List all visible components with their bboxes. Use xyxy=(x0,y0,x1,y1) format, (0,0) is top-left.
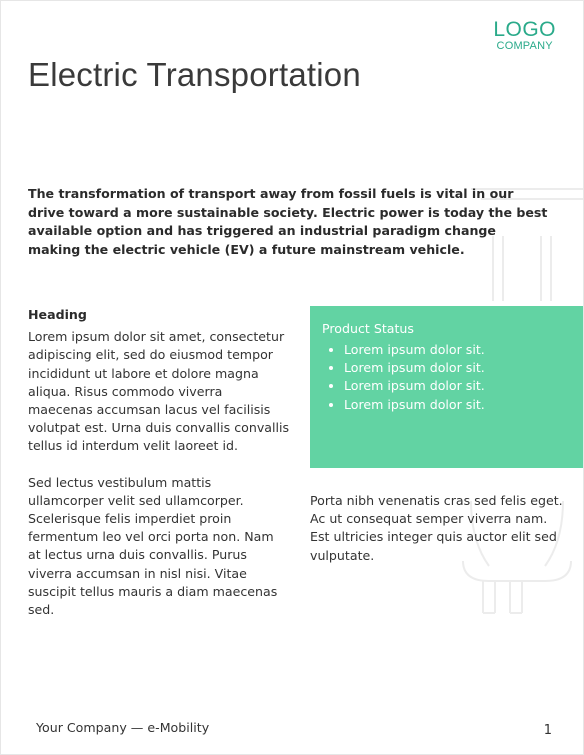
product-status-box xyxy=(310,306,584,468)
product-status-list xyxy=(322,341,573,414)
footer-company-text: Your Company — e-Mobility xyxy=(36,720,210,735)
lead-paragraph: The transformation of transport away from fossil fuels is vital in our drive toward a more sustainable society. Electric power is today the best available option and has triggered an industrial paradigm change making the electric vehicle (EV) a future mainstream vehicle. xyxy=(28,186,548,257)
product-status-title: Product Status xyxy=(322,321,414,336)
right-paragraph: Porta nibh venenatis cras sed felis eget. Ac ut consequat semper viverra nam. Est ultricies integer quis auctor elit sed vulputate. xyxy=(310,493,563,563)
left-paragraph-1: Lorem ipsum dolor sit amet, consectetur adipiscing elit, sed do eiusmod tempor incididunt ut labore et dolore magna aliqua. Risus commodo viverra maecenas accumsan lacus vel facilisis volutpat est. Urna duis convallis convallis tellus id interdum velit laoreet id. xyxy=(28,329,290,454)
page-number: 1 xyxy=(543,723,552,738)
list-item: • Lorem ipsum dolor sit. xyxy=(344,341,573,359)
list-item: • Lorem ipsum dolor sit. xyxy=(344,359,573,377)
logo-text: LOGO xyxy=(493,18,556,41)
company-logo xyxy=(493,19,556,52)
page-title: Electric Transportation xyxy=(28,56,361,93)
logo-company-text: COMPANY xyxy=(496,40,553,52)
left-column-heading: Heading xyxy=(28,307,87,322)
list-item: • Lorem ipsum dolor sit. xyxy=(344,377,573,395)
left-paragraph-2: Sed lectus vestibulum mattis ullamcorper velit sed ullamcorper. Scelerisque felis imperdiet proin fermentum leo vel orci porta non. Nam at lectus urna duis convallis. Purus viverra accumsan in nisl nisi. Vitae suscipit tellus mauris a diam maecenas sed. xyxy=(28,474,278,618)
left-column xyxy=(28,306,290,637)
list-item: • Lorem ipsum dolor sit. xyxy=(344,396,573,414)
